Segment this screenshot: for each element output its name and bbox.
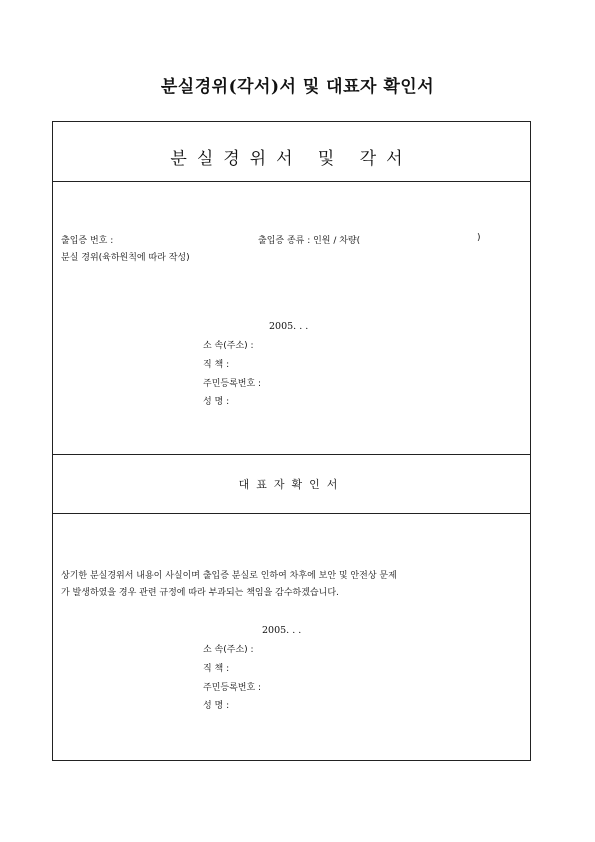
pass-type-label: 출입증 종류 : 인원 / 차량( <box>258 236 361 246</box>
confirmation-name-label: 성 명 : <box>203 701 230 711</box>
statement-affiliation-label: 소 속(주소) : <box>203 341 254 351</box>
pass-type-close: ) <box>477 233 481 243</box>
circumstances-label: 분실 경위(육하원칙에 따라 작성) <box>61 253 190 263</box>
divider <box>53 181 530 182</box>
form-frame <box>52 121 531 761</box>
divider <box>53 454 530 455</box>
statement-heading: 분실경위서 및 각서 <box>170 149 413 169</box>
confirmation-date: 2005. . . <box>262 625 302 636</box>
statement-name-label: 성 명 : <box>203 397 230 407</box>
statement-position-label: 직 책 : <box>203 360 230 370</box>
pass-number-label: 출입증 번호 : <box>61 236 114 246</box>
statement-date: 2005. . . <box>269 321 309 332</box>
confirmation-body-line1: 상기한 분실경위서 내용이 사실이며 출입증 분실로 인하여 차후에 보안 및 안전상 문제 <box>61 571 397 581</box>
confirmation-body-line2: 가 발생하였을 경우 관련 규정에 따라 부과되는 책임을 감수하겠습니다. <box>61 588 339 598</box>
document-title: 분실경위(각서)서 및 대표자 확인서 <box>160 77 435 97</box>
statement-resident-no-label: 주민등록번호 : <box>203 379 262 389</box>
confirmation-heading: 대표자확인서 <box>238 478 345 491</box>
divider <box>53 513 530 514</box>
confirmation-affiliation-label: 소 속(주소) : <box>203 645 254 655</box>
confirmation-resident-no-label: 주민등록번호 : <box>203 683 262 693</box>
confirmation-position-label: 직 책 : <box>203 664 230 674</box>
